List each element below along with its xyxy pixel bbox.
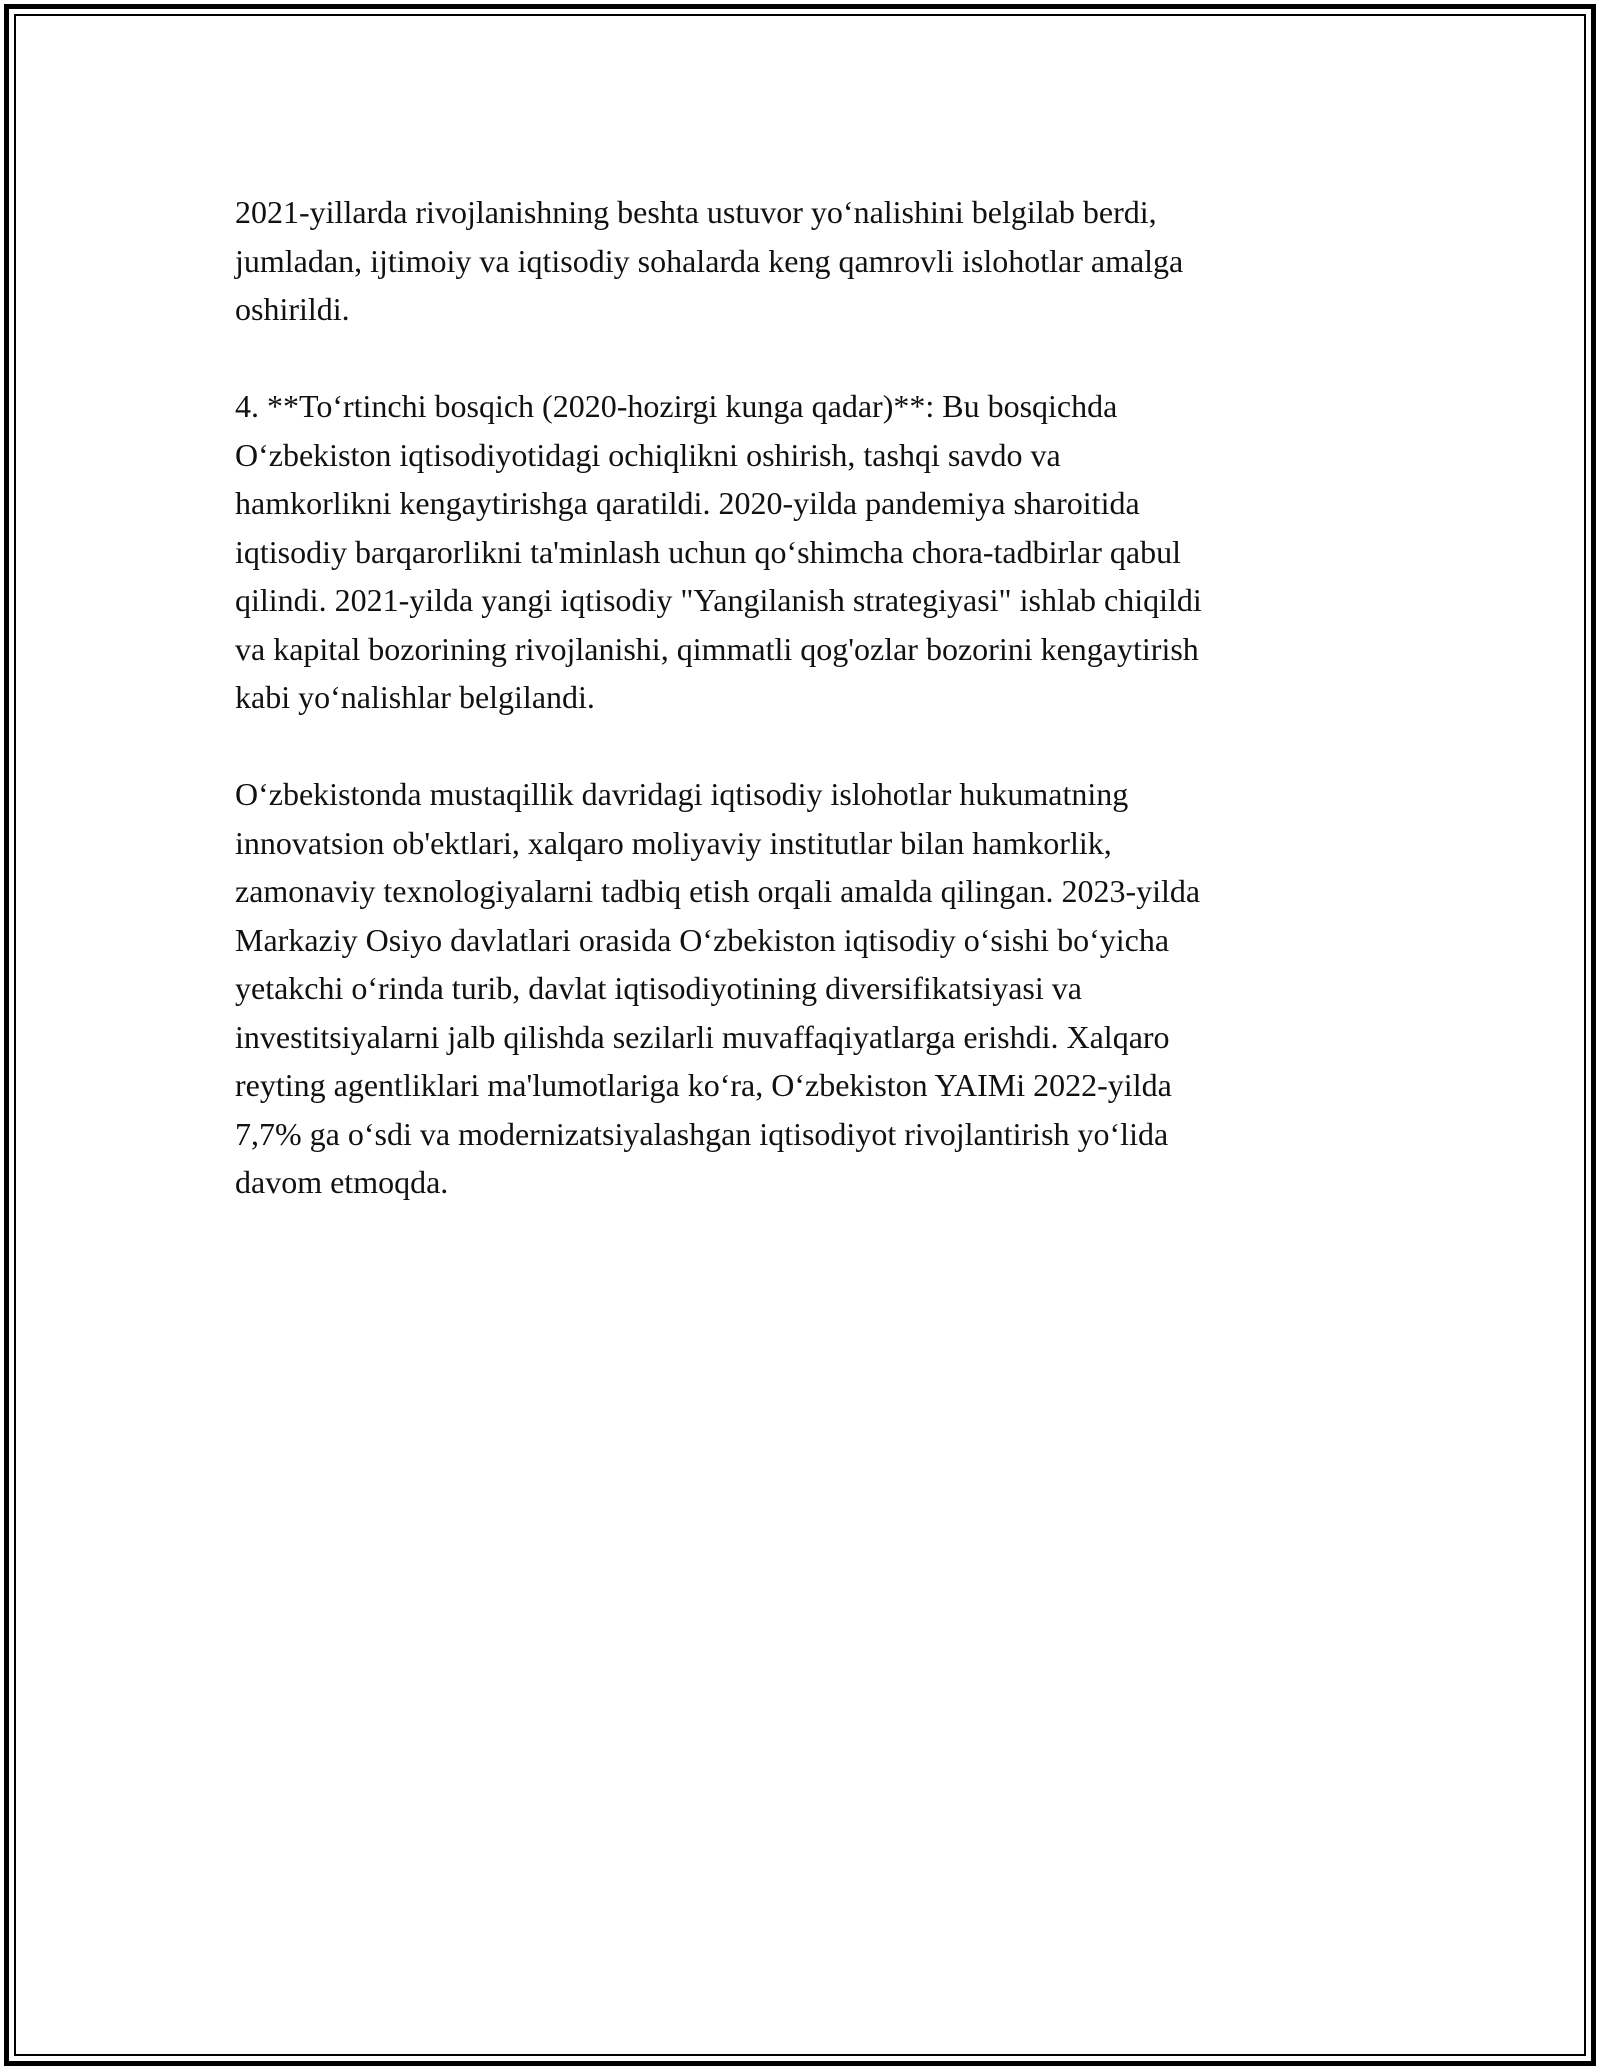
paragraph-independence-reforms: O‘zbekistonda mustaqillik davridagi iqtisodiy islohotlar hukumatning innovatsion ob'ektlari, xalqaro moliyaviy institutlar bilan hamkorlik, zamonaviy texnologiyalarni tadbiq etish orqali amalda qilingan. 2023-yilda Markaziy Osiyo davlatlari orasida O‘zbekiston iqtisodiy o‘sishi bo‘yicha yetakchi o‘rinda turib, davlat iqtisodiyotining diversifikatsiyasi va investitsiyalarni jalb qilishda sezilarli muvaffaqiyatlarga erishdi. Xalqaro reyting agentliklari ma'lumotlariga ko‘ra, O‘zbekiston YAIMi 2022-yilda 7,7% ga o‘sdi va modernizatsiyalashgan iqtisodiyot rivojlantirish yo‘lida davom etmoqda.	[235, 776, 1201, 1200]
document-body	[235, 188, 1365, 1255]
paragraph-fourth-stage: 4. **To‘rtinchi bosqich (2020-hozirgi kunga qadar)**: Bu bosqichda O‘zbekiston iqtisodiyotidagi ochiqlikni oshirish, tashqi savdo va hamkorlikni kengaytirishga qaratildi. 2020-yilda pandemiya sharoitida iqtisodiy barqarorlikni ta'minlash uchun qo‘shimcha chora-tadbirlar qabul qilindi. 2021-yilda yangi iqtisodiy "Yangilanish strategiyasi" ishlab chiqildi va kapital bozorining rivojlanishi, qimmatli qog'ozlar bozorini kengaytirish kabi yo‘nalishlar belgilandi.	[235, 388, 1202, 715]
paragraph-reforms-priorities: 2021-yillarda rivojlanishning beshta ustuvor yo‘nalishini belgilab berdi, jumladan, ijtimoiy va iqtisodiy sohalarda keng qamrovli islohotlar amalga oshirildi.	[235, 194, 1184, 327]
